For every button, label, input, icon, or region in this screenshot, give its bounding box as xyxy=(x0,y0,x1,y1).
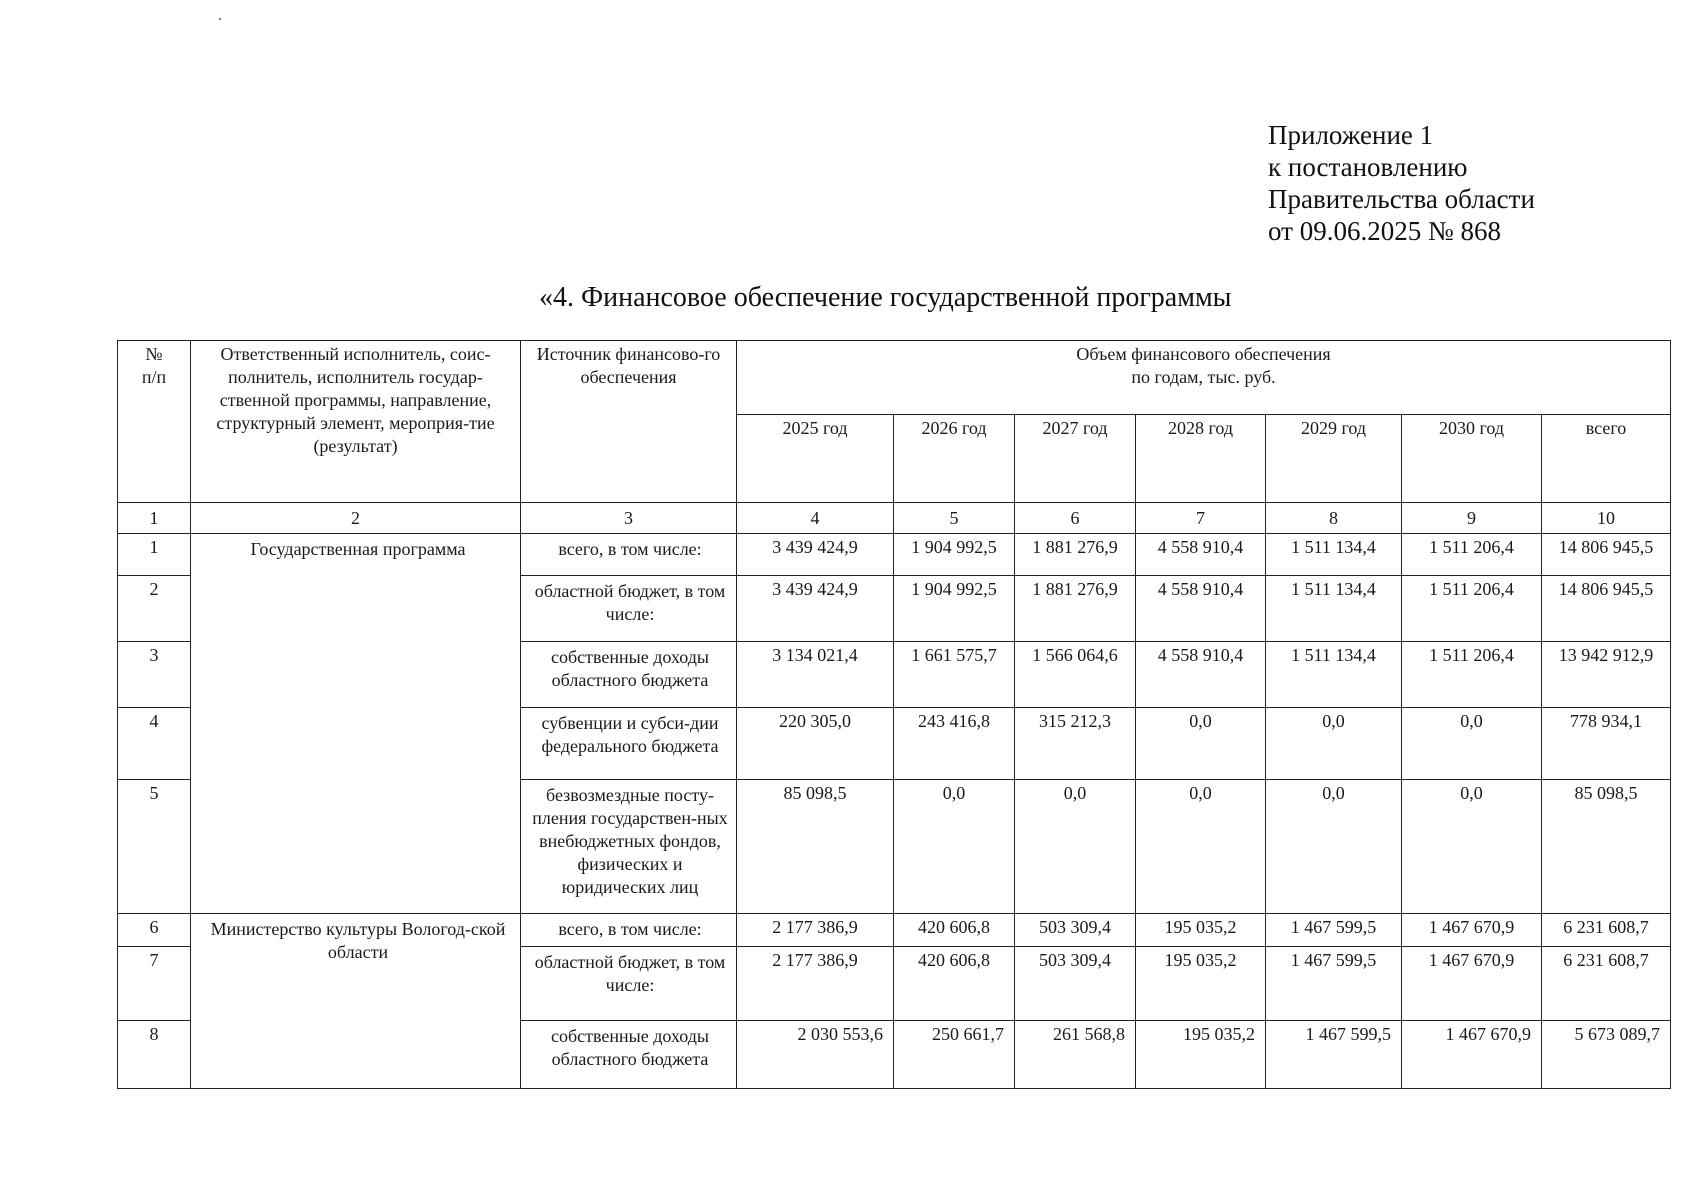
year-value: 2 030 553,6 xyxy=(737,1021,894,1089)
year-value: 4 558 910,4 xyxy=(1136,534,1266,576)
header-year: 2028 год xyxy=(1136,415,1266,503)
column-number: 8 xyxy=(1266,503,1402,534)
year-value: 250 661,7 xyxy=(894,1021,1015,1089)
row-number: 1 xyxy=(118,534,191,576)
header-executor: Ответственный исполнитель, соис-полнитель, исполнитель государ-ственной программы, направление, структурный элемент, мероприя-тие (результат) xyxy=(191,341,521,503)
funding-source: безвозмездные посту-пления государствен-ных внебюджетных фондов, физических и юридических лиц xyxy=(521,780,737,914)
year-value: 503 309,4 xyxy=(1015,947,1136,1021)
year-value: 85 098,5 xyxy=(737,780,894,914)
year-value: 261 568,8 xyxy=(1015,1021,1136,1089)
table-row xyxy=(118,534,1671,576)
year-value: 0,0 xyxy=(1136,708,1266,780)
year-value: 1 467 670,9 xyxy=(1402,914,1542,947)
year-value: 0,0 xyxy=(1015,780,1136,914)
total-value: 5 673 089,7 xyxy=(1542,1021,1671,1089)
header-year: 2030 год xyxy=(1402,415,1542,503)
year-value: 0,0 xyxy=(1266,780,1402,914)
year-value: 1 661 575,7 xyxy=(894,642,1015,708)
document-title: «4. Финансовое обеспечение государственной программы xyxy=(539,282,1232,313)
year-value: 195 035,2 xyxy=(1136,947,1266,1021)
year-value: 1 467 599,5 xyxy=(1266,914,1402,947)
year-value: 220 305,0 xyxy=(737,708,894,780)
year-value: 4 558 910,4 xyxy=(1136,642,1266,708)
funding-source: собственные доходы областного бюджета xyxy=(521,1021,737,1089)
year-value: 1 467 599,5 xyxy=(1266,1021,1402,1089)
year-value: 1 511 206,4 xyxy=(1402,576,1542,642)
column-number: 7 xyxy=(1136,503,1266,534)
year-value: 503 309,4 xyxy=(1015,914,1136,947)
executor-name: Государственная программа xyxy=(191,534,521,914)
header-year: 2027 год xyxy=(1015,415,1136,503)
year-value: 0,0 xyxy=(894,780,1015,914)
year-value: 315 212,3 xyxy=(1015,708,1136,780)
year-value: 4 558 910,4 xyxy=(1136,576,1266,642)
year-value: 0,0 xyxy=(1402,780,1542,914)
year-value: 3 439 424,9 xyxy=(737,534,894,576)
year-value: 243 416,8 xyxy=(894,708,1015,780)
total-value: 13 942 912,9 xyxy=(1542,642,1671,708)
year-value: 1 511 206,4 xyxy=(1402,642,1542,708)
appendix-line: Приложение 1 xyxy=(1268,120,1434,150)
header-text: № xyxy=(145,344,163,364)
year-value: 195 035,2 xyxy=(1136,1021,1266,1089)
header-text: по годам, тыс. руб. xyxy=(1131,367,1276,387)
row-number: 4 xyxy=(118,708,191,780)
total-value: 85 098,5 xyxy=(1542,780,1671,914)
year-value: 195 035,2 xyxy=(1136,914,1266,947)
year-value: 1 511 134,4 xyxy=(1266,534,1402,576)
column-number: 3 xyxy=(521,503,737,534)
year-value: 0,0 xyxy=(1402,708,1542,780)
funding-source: областной бюджет, в том числе: xyxy=(521,576,737,642)
total-value: 14 806 945,5 xyxy=(1542,576,1671,642)
row-number: 3 xyxy=(118,642,191,708)
year-value: 3 134 021,4 xyxy=(737,642,894,708)
scan-speck xyxy=(219,18,221,20)
year-value: 0,0 xyxy=(1266,708,1402,780)
financing-table xyxy=(117,340,1671,1089)
year-value: 1 511 206,4 xyxy=(1402,534,1542,576)
header-text: Объем финансового обеспечения xyxy=(1076,344,1331,364)
appendix-note xyxy=(1268,119,1535,247)
funding-source: всего, в том числе: xyxy=(521,914,737,947)
year-value: 1 881 276,9 xyxy=(1015,534,1136,576)
header-year: 2026 год xyxy=(894,415,1015,503)
row-number: 6 xyxy=(118,914,191,947)
total-value: 6 231 608,7 xyxy=(1542,947,1671,1021)
header-volume xyxy=(737,341,1671,415)
funding-source: областной бюджет, в том числе: xyxy=(521,947,737,1021)
funding-source: всего, в том числе: xyxy=(521,534,737,576)
column-number: 2 xyxy=(191,503,521,534)
year-value: 0,0 xyxy=(1136,780,1266,914)
row-number: 8 xyxy=(118,1021,191,1089)
year-value: 1 467 670,9 xyxy=(1402,1021,1542,1089)
row-number: 5 xyxy=(118,780,191,914)
table-row xyxy=(118,914,1671,947)
year-value: 1 904 992,5 xyxy=(894,576,1015,642)
year-value: 420 606,8 xyxy=(894,914,1015,947)
year-value: 1 566 064,6 xyxy=(1015,642,1136,708)
year-value: 1 904 992,5 xyxy=(894,534,1015,576)
year-value: 2 177 386,9 xyxy=(737,914,894,947)
header-row-number xyxy=(118,341,191,503)
total-value: 14 806 945,5 xyxy=(1542,534,1671,576)
funding-source: субвенции и субси-дии федерального бюджета xyxy=(521,708,737,780)
header-text: п/п xyxy=(141,367,167,387)
row-number: 7 xyxy=(118,947,191,1021)
year-value: 1 881 276,9 xyxy=(1015,576,1136,642)
column-number: 6 xyxy=(1015,503,1136,534)
column-number: 10 xyxy=(1542,503,1671,534)
year-value: 1 511 134,4 xyxy=(1266,642,1402,708)
year-value: 1 511 134,4 xyxy=(1266,576,1402,642)
year-value: 3 439 424,9 xyxy=(737,576,894,642)
total-value: 778 934,1 xyxy=(1542,708,1671,780)
appendix-line: к постановлению xyxy=(1268,152,1468,182)
column-number: 5 xyxy=(894,503,1015,534)
year-value: 1 467 670,9 xyxy=(1402,947,1542,1021)
total-value: 6 231 608,7 xyxy=(1542,914,1671,947)
header-year: 2025 год xyxy=(737,415,894,503)
year-value: 1 467 599,5 xyxy=(1266,947,1402,1021)
executor-name: Министерство культуры Вологод-ской области xyxy=(191,914,521,1089)
column-number: 1 xyxy=(118,503,191,534)
column-number: 4 xyxy=(737,503,894,534)
funding-source: собственные доходы областного бюджета xyxy=(521,642,737,708)
appendix-line: Правительства области xyxy=(1268,184,1535,214)
header-total: всего xyxy=(1542,415,1671,503)
header-year: 2029 год xyxy=(1266,415,1402,503)
row-number: 2 xyxy=(118,576,191,642)
header-source: Источник финансово-го обеспечения xyxy=(521,341,737,503)
column-number: 9 xyxy=(1402,503,1542,534)
appendix-line: от 09.06.2025 № 868 xyxy=(1268,216,1501,246)
year-value: 2 177 386,9 xyxy=(737,947,894,1021)
year-value: 420 606,8 xyxy=(894,947,1015,1021)
